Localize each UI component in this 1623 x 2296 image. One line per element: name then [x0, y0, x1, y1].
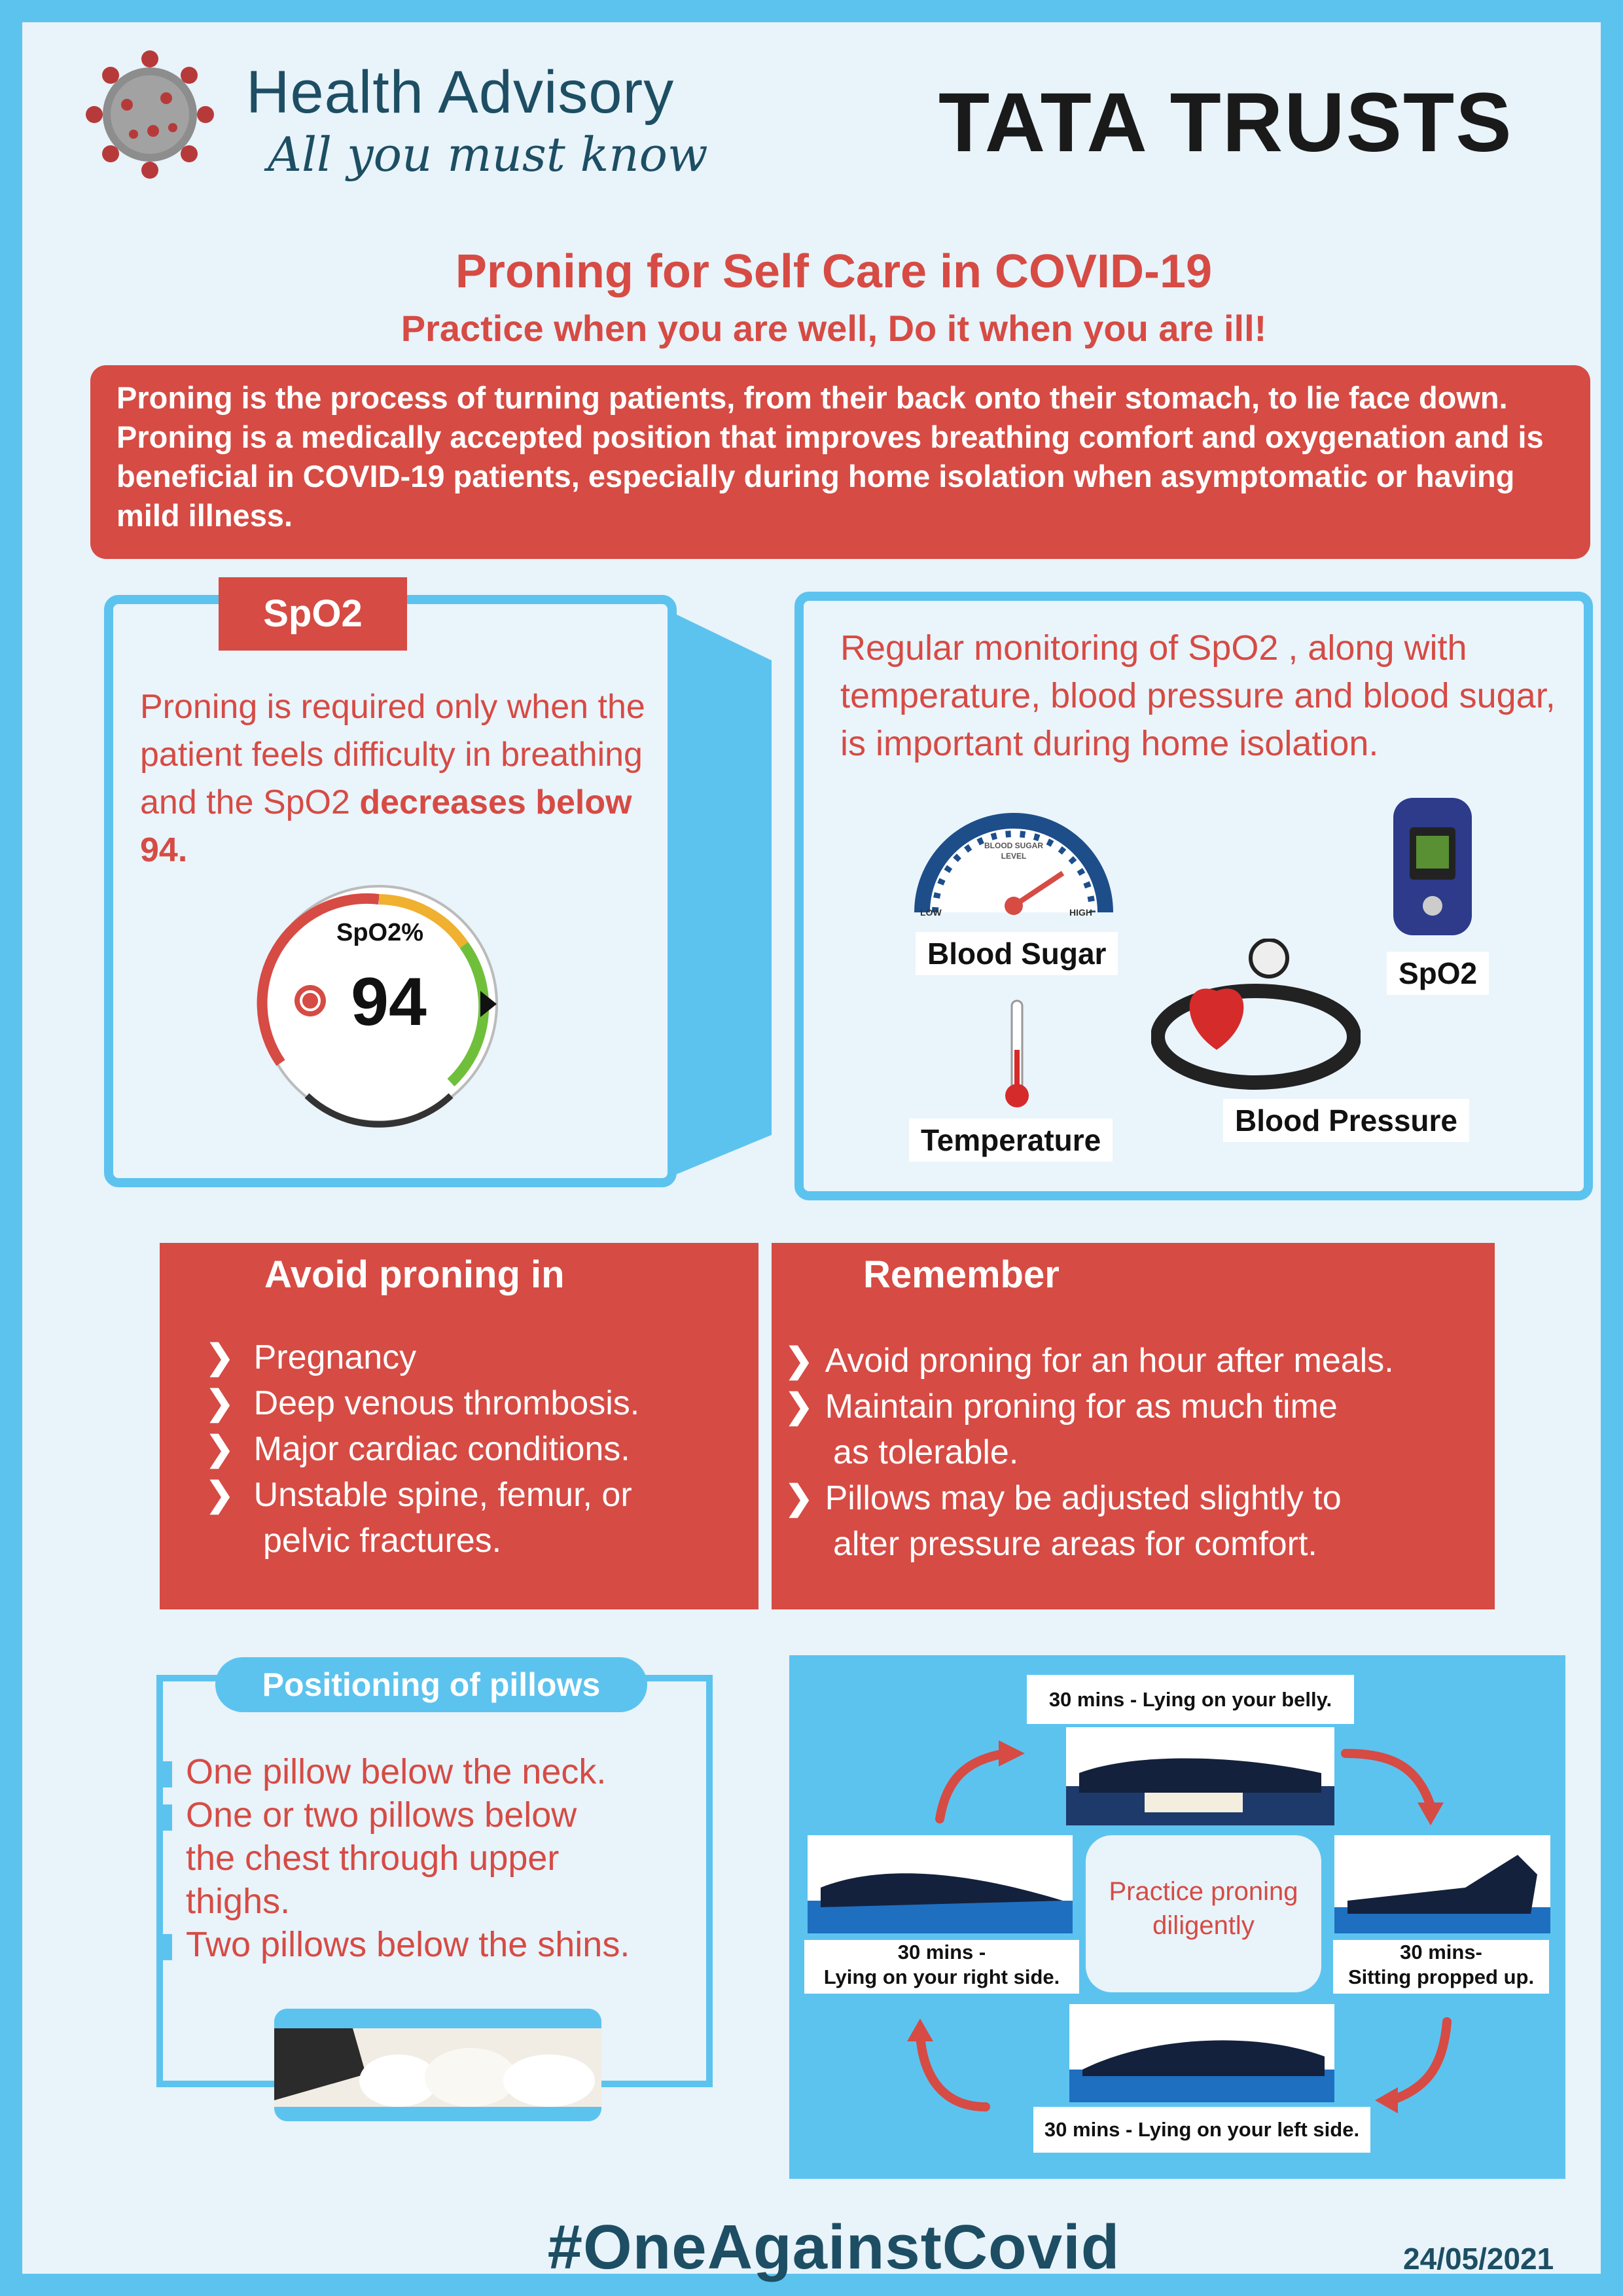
bullet-marker [158, 1761, 172, 1787]
monitoring-text: Regular monitoring of SpO2 , along with temperature, blood pressure and blood sugar, is important during home isolation. [840, 628, 1556, 763]
label-temperature: Temperature [909, 1119, 1113, 1162]
label-blood-pressure: Blood Pressure [1223, 1099, 1469, 1142]
cycle-arrows-icon [789, 1655, 1565, 2179]
page-title: Proning for Self Care in COVID-19 [455, 245, 1213, 298]
step-left-caption: 30 mins - Lying on your left side. [1033, 2107, 1370, 2153]
pulse-oximeter-icon [1387, 791, 1478, 942]
step-sitting-caption: 30 mins- Sitting propped up. [1333, 1940, 1549, 1994]
step-right-caption: 30 mins - Lying on your right side. [804, 1940, 1079, 1994]
chevron-right-icon: ❯ [205, 1384, 234, 1422]
chevron-right-icon: ❯ [785, 1342, 813, 1380]
pillows-text [186, 1750, 709, 1966]
blood-pressure-monitor-icon [1151, 939, 1361, 1096]
label-blood-sugar: Blood Sugar [916, 932, 1118, 975]
coronavirus-icon [81, 46, 219, 183]
list-item: One or two pillows below [186, 1795, 577, 1835]
spo2-description [140, 683, 664, 874]
org-logo-text: TATA TRUSTS [938, 76, 1513, 170]
chevron-right-icon: ❯ [205, 1430, 234, 1468]
thermometer-icon [1001, 997, 1033, 1112]
list-item: ❯ Unstable spine, femur, or [205, 1476, 632, 1514]
blood-sugar-meter-low: LOW [920, 907, 942, 918]
list-item: ❯ Maintain proning for as much time [785, 1388, 1338, 1426]
spo2-tab: SpO2 [219, 577, 407, 651]
gauge-label: SpO2% [336, 919, 424, 946]
page-subtitle: Practice when you are well, Do it when you are ill! [401, 308, 1267, 349]
remember-list [785, 1338, 1394, 1567]
list-item: pelvic fractures. [263, 1522, 502, 1560]
list-item: the chest through upper [186, 1839, 560, 1878]
list-item: alter pressure areas for comfort. [833, 1525, 1317, 1563]
brand-title: Health Advisory [246, 59, 675, 126]
list-item: ❯ Major cardiac conditions. [205, 1430, 630, 1468]
avoid-list [205, 1335, 639, 1564]
chevron-right-icon: ❯ [205, 1476, 234, 1514]
label-spo2: SpO2 [1387, 952, 1489, 995]
spo2-text-normal: Proning is required only when the patient feels difficulty in breathing and the SpO2 [140, 688, 645, 821]
hashtag: #OneAgainstCovid [547, 2212, 1120, 2282]
list-item: ❯ Deep venous thrombosis. [205, 1384, 640, 1422]
brand-subtitle: All you must know [268, 127, 708, 182]
list-item: Two pillows below the shins. [186, 1925, 630, 1964]
list-item: thighs. [186, 1882, 291, 1921]
avoid-heading: Avoid proning in [264, 1253, 565, 1296]
list-item: ❯ Avoid proning for an hour after meals. [785, 1342, 1394, 1380]
gauge-value: 94 [351, 964, 427, 1040]
intro-banner: Proning is the process of turning patients, from their back onto their stomach, to lie face down. Proning is a medically accepted position that improves breathing comfort and oxygenation and is beneficial in COVID-19 patients, especially during home isolation when asymptomatic or having mild illness. [90, 365, 1590, 559]
chevron-right-icon: ❯ [205, 1338, 234, 1376]
cycle-center-text: Practice proning diligently [1109, 1877, 1298, 1940]
date-stamp: 24/05/2021 [1403, 2242, 1554, 2276]
list-item: ❯ Pregnancy [205, 1338, 417, 1376]
blood-sugar-meter-high: HIGH [1069, 907, 1092, 918]
pillows-photo [274, 2009, 601, 2121]
chevron-right-icon: ❯ [785, 1479, 813, 1517]
list-item: One pillow below the neck. [186, 1752, 607, 1791]
chevron-right-icon: ❯ [785, 1388, 813, 1426]
step-belly-caption: 30 mins - Lying on your belly. [1027, 1675, 1354, 1724]
list-item: ❯ Pillows may be adjusted slightly to [785, 1479, 1342, 1517]
blood-sugar-meter-caption: BLOOD SUGAR LEVEL [984, 841, 1043, 861]
connector-shape [677, 615, 772, 1174]
list-item: as tolerable. [833, 1433, 1019, 1471]
remember-panel [772, 1243, 1495, 1609]
spo2-text-bold: decreases below 94. [140, 783, 632, 869]
pillows-heading: Positioning of pillows [215, 1657, 647, 1712]
remember-heading: Remember [863, 1253, 1060, 1296]
bullet-marker [158, 1934, 172, 1960]
avoid-proning-panel [160, 1243, 758, 1609]
bullet-marker [158, 1804, 172, 1831]
